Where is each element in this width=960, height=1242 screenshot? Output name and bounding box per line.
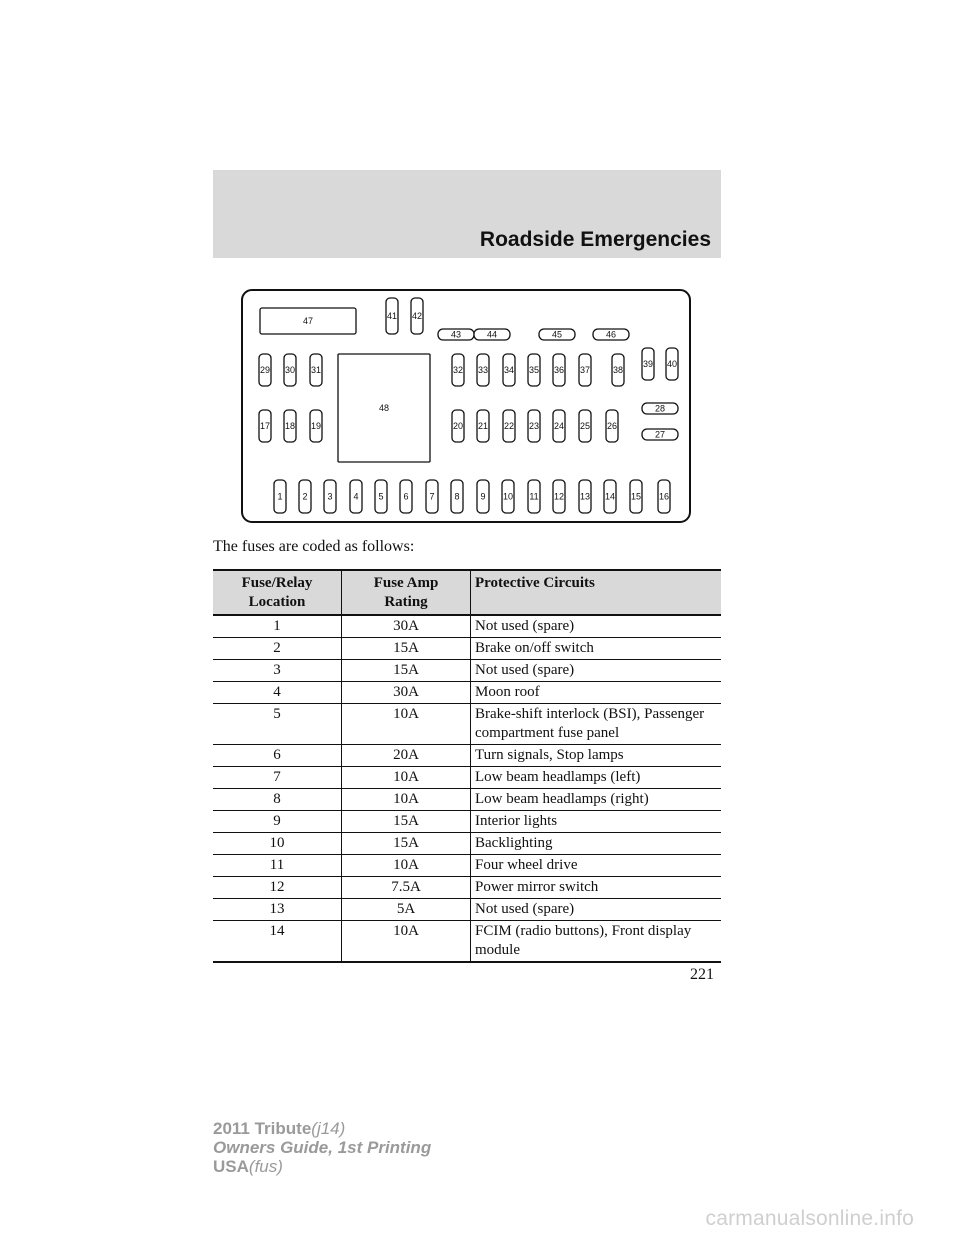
fuse-label: 3 — [327, 491, 333, 502]
fuse-label: 11 — [529, 491, 539, 502]
fuse-14 — [604, 480, 616, 513]
cell-rating: 10A — [342, 789, 471, 811]
header-location-line1: Fuse/Relay — [241, 575, 313, 591]
intro-text: The fuses are coded as follows: — [213, 538, 415, 555]
fuse-35 — [528, 354, 540, 386]
fuse-12 — [553, 480, 565, 513]
header-rating — [342, 570, 471, 615]
cell-circuit: Power mirror switch — [471, 877, 722, 899]
fuse-label: 36 — [553, 365, 565, 375]
fuse-15 — [630, 480, 642, 513]
fuse-18 — [284, 410, 296, 442]
fuse-label: 43 — [450, 329, 462, 340]
fuse-label: 15 — [630, 491, 642, 502]
footer-line-model — [213, 1119, 431, 1138]
fuse-32 — [452, 354, 464, 386]
table-row — [213, 704, 721, 745]
fuse-label: 27 — [654, 429, 666, 440]
cell-circuit: Backlighting — [471, 833, 722, 855]
cell-location: 14 — [213, 921, 342, 963]
fuse-label: 48 — [378, 403, 390, 413]
fuse-label: 42 — [411, 311, 423, 321]
cell-rating: 15A — [342, 833, 471, 855]
fuse-label: 35 — [528, 365, 540, 375]
fuse-2 — [299, 480, 311, 513]
fuse-label: 1 — [277, 491, 283, 502]
watermark: carmanualsonline.info — [705, 1207, 914, 1230]
fuse-label: 7 — [429, 491, 435, 502]
fuse-label: 19 — [310, 421, 322, 431]
fuse-47 — [260, 308, 356, 334]
table-header-row — [213, 570, 721, 615]
fuse-21 — [477, 410, 489, 442]
fuse-25 — [579, 410, 591, 442]
fuse-label: 39 — [642, 359, 654, 369]
cell-rating: 10A — [342, 921, 471, 963]
cell-rating: 10A — [342, 767, 471, 789]
fuse-label: 38 — [612, 365, 624, 375]
cell-location: 2 — [213, 638, 342, 660]
fuse-label: 41 — [386, 311, 398, 321]
fuse-table-body — [213, 615, 721, 962]
fuse-42 — [411, 298, 423, 334]
fuse-22 — [503, 410, 515, 442]
fuse-38 — [612, 354, 624, 386]
fuse-9 — [477, 480, 489, 513]
fuse-4 — [350, 480, 362, 513]
fuse-39 — [642, 348, 654, 380]
fuse-label: 8 — [454, 491, 460, 502]
fuse-label: 40 — [666, 359, 678, 369]
fuse-label: 29 — [259, 365, 271, 375]
cell-rating: 15A — [342, 638, 471, 660]
cell-location: 1 — [213, 615, 342, 638]
header-circuits: Protective Circuits — [471, 570, 722, 615]
fuse-5 — [375, 480, 387, 513]
cell-rating: 15A — [342, 811, 471, 833]
cell-circuit: Four wheel drive — [471, 855, 722, 877]
fuse-label: 23 — [528, 421, 540, 431]
footer-line-market — [213, 1157, 431, 1176]
fuse-11 — [528, 480, 540, 513]
cell-circuit: Not used (spare) — [471, 615, 722, 638]
fuse-label: 20 — [452, 421, 464, 431]
fuse-label: 32 — [452, 365, 464, 375]
section-title: Roadside Emergencies — [479, 228, 711, 251]
fuse-label: 24 — [553, 421, 565, 431]
header-rating-line1: Fuse Amp — [373, 575, 439, 591]
cell-circuit: Moon roof — [471, 682, 722, 704]
fuse-20 — [452, 410, 464, 442]
cell-circuit: Low beam headlamps (right) — [471, 789, 722, 811]
cell-circuit: Not used (spare) — [471, 899, 722, 921]
fuse-45 — [539, 329, 575, 340]
fuse-label: 37 — [579, 365, 591, 375]
fuse-23 — [528, 410, 540, 442]
cell-location: 8 — [213, 789, 342, 811]
table-row — [213, 899, 721, 921]
fuse-label: 18 — [284, 421, 296, 431]
fuse-46 — [593, 329, 629, 340]
cell-rating: 5A — [342, 899, 471, 921]
footer-model: 2011 Tribute — [213, 1119, 312, 1138]
cell-rating: 10A — [342, 855, 471, 877]
cell-circuit: Turn signals, Stop lamps — [471, 745, 722, 767]
table-row — [213, 789, 721, 811]
cell-circuit: Brake on/off switch — [471, 638, 722, 660]
fuse-19 — [310, 410, 322, 442]
fuse-37 — [579, 354, 591, 386]
fuse-24 — [553, 410, 565, 442]
cell-circuit: Low beam headlamps (left) — [471, 767, 722, 789]
fuse-panel-diagram — [240, 288, 692, 524]
fuse-30 — [284, 354, 296, 386]
fuse-label: 14 — [604, 491, 616, 502]
fuse-label: 6 — [403, 491, 409, 502]
fuse-label: 34 — [503, 365, 515, 375]
fuse-label: 28 — [654, 403, 666, 414]
fuse-label: 9 — [480, 491, 486, 502]
fuse-label: 17 — [259, 421, 271, 431]
fuse-label: 5 — [378, 491, 384, 502]
cell-location: 7 — [213, 767, 342, 789]
fuse-29 — [259, 354, 271, 386]
fuse-label: 4 — [353, 491, 359, 502]
fuse-48 — [338, 354, 430, 462]
footer-model-code: (j14) — [311, 1119, 346, 1138]
page-number: 221 — [690, 966, 714, 983]
fuse-43 — [438, 329, 474, 340]
header-rating-line2: Rating — [384, 594, 428, 610]
cell-rating: 7.5A — [342, 877, 471, 899]
cell-rating: 15A — [342, 660, 471, 682]
fuse-label: 45 — [551, 329, 563, 340]
table-row — [213, 638, 721, 660]
fuse-label: 46 — [605, 329, 617, 340]
fuse-label: 2 — [302, 491, 308, 502]
header-location-line2: Location — [248, 594, 306, 610]
section-header-band — [213, 170, 721, 258]
fuse-33 — [477, 354, 489, 386]
table-row — [213, 615, 721, 638]
cell-location: 4 — [213, 682, 342, 704]
table-row — [213, 833, 721, 855]
cell-rating: 10A — [342, 704, 471, 745]
cell-location: 11 — [213, 855, 342, 877]
fuse-27 — [642, 429, 678, 440]
fuse-label: 12 — [553, 491, 565, 502]
table-row — [213, 745, 721, 767]
cell-circuit: FCIM (radio buttons), Front display module — [471, 921, 722, 963]
table-row — [213, 660, 721, 682]
fuse-10 — [502, 480, 514, 513]
cell-rating: 30A — [342, 615, 471, 638]
cell-rating: 20A — [342, 745, 471, 767]
table-row — [213, 855, 721, 877]
fuse-7 — [426, 480, 438, 513]
fuse-31 — [310, 354, 322, 386]
footer — [213, 1119, 431, 1176]
fuse-34 — [503, 354, 515, 386]
table-row — [213, 877, 721, 899]
fuse-40 — [666, 348, 678, 380]
cell-location: 3 — [213, 660, 342, 682]
fuse-41 — [386, 298, 398, 334]
fuse-label: 30 — [284, 365, 296, 375]
table-row — [213, 682, 721, 704]
footer-guide: Owners Guide, 1st Printing — [213, 1138, 432, 1157]
table-row — [213, 921, 721, 963]
fuse-label: 21 — [477, 421, 489, 431]
fuse-table — [213, 569, 721, 963]
fuse-label: 44 — [486, 329, 498, 340]
fuse-label: 10 — [502, 491, 514, 502]
cell-location: 9 — [213, 811, 342, 833]
fuse-16 — [658, 480, 670, 513]
fuse-1 — [274, 480, 286, 513]
cell-circuit: Brake-shift interlock (BSI), Passenger compartment fuse panel — [471, 704, 722, 745]
fuse-6 — [400, 480, 412, 513]
cell-location: 10 — [213, 833, 342, 855]
fuse-44 — [474, 329, 510, 340]
fuse-label: 22 — [503, 421, 515, 431]
fuse-label: 26 — [606, 421, 618, 431]
fuse-8 — [451, 480, 463, 513]
header-location — [213, 570, 342, 615]
fuse-label: 13 — [579, 491, 591, 502]
cell-circuit: Not used (spare) — [471, 660, 722, 682]
cell-location: 13 — [213, 899, 342, 921]
cell-location: 6 — [213, 745, 342, 767]
fuse-label: 47 — [302, 316, 314, 326]
table-row — [213, 767, 721, 789]
cell-location: 12 — [213, 877, 342, 899]
cell-circuit: Interior lights — [471, 811, 722, 833]
cell-location: 5 — [213, 704, 342, 745]
footer-market-code: (fus) — [248, 1157, 283, 1176]
fuse-17 — [259, 410, 271, 442]
fuse-3 — [324, 480, 336, 513]
table-row — [213, 811, 721, 833]
fuse-28 — [642, 403, 678, 414]
footer-market: USA — [213, 1157, 249, 1176]
fuse-36 — [553, 354, 565, 386]
fuse-26 — [606, 410, 618, 442]
cell-rating: 30A — [342, 682, 471, 704]
fuse-label: 31 — [310, 365, 322, 375]
fuse-13 — [579, 480, 591, 513]
fuse-label: 16 — [658, 491, 670, 502]
fuse-label: 33 — [477, 365, 489, 375]
fuse-label: 25 — [579, 421, 591, 431]
